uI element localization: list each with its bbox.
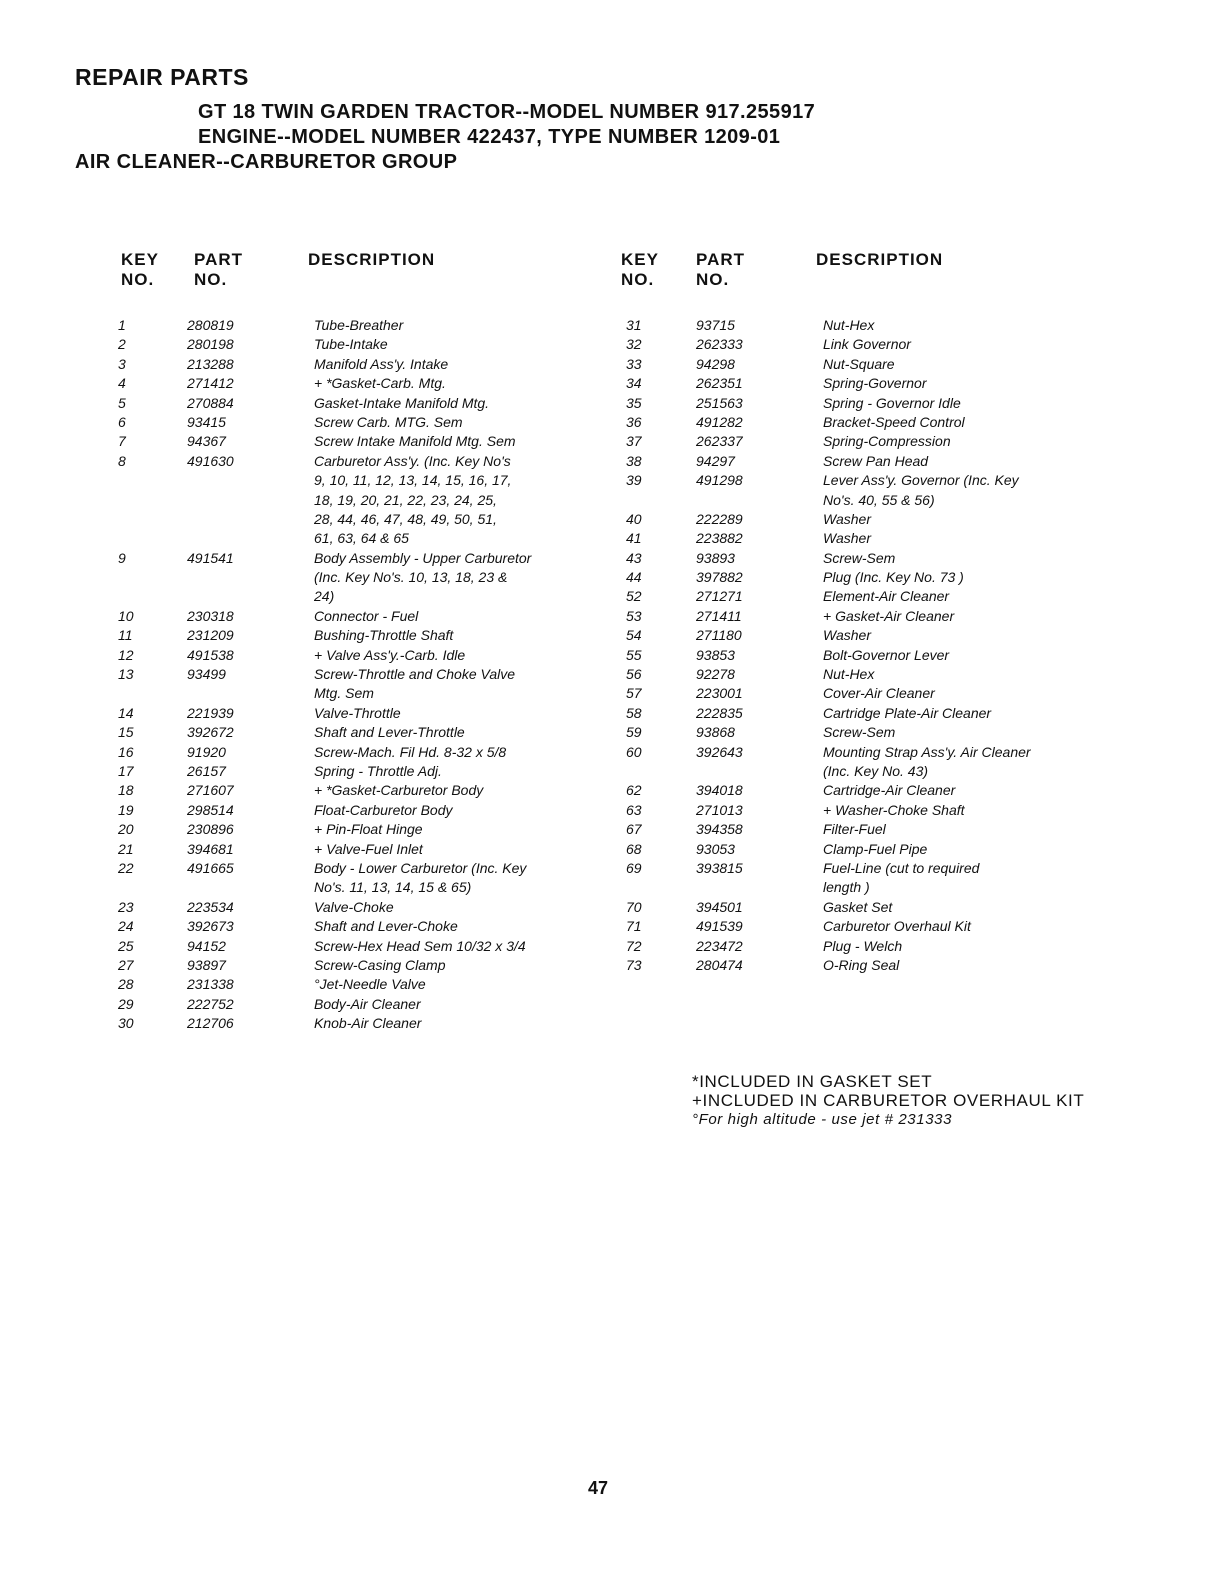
part-number: 213288: [187, 355, 234, 372]
parts-row: [626, 956, 1096, 975]
parts-row: [626, 743, 1096, 762]
parts-row: [118, 975, 588, 994]
key-number: 23: [118, 898, 134, 915]
part-description: + Washer-Choke Shaft: [823, 801, 965, 818]
key-number: 34: [626, 375, 642, 392]
part-description: + *Gasket-Carburetor Body: [314, 782, 484, 799]
right-description-header: DESCRIPTION: [816, 250, 944, 269]
key-number: 67: [626, 821, 642, 838]
key-number: 15: [118, 724, 134, 741]
part-number: 280819: [187, 317, 234, 333]
parts-row: [118, 316, 588, 335]
part-description: Carburetor Ass'y. (Inc. Key No's: [314, 452, 511, 469]
key-number: 14: [118, 704, 134, 721]
parts-row: [118, 995, 588, 1014]
parts-row: [626, 491, 1096, 510]
part-number: 280474: [696, 956, 743, 973]
part-number: 392643: [696, 743, 743, 760]
part-number: 231338: [187, 976, 234, 993]
part-description: 9, 10, 11, 12, 13, 14, 15, 16, 17,: [314, 472, 512, 489]
part-number: 212706: [187, 1015, 234, 1032]
parts-row: [626, 607, 1096, 626]
key-number: 12: [118, 646, 134, 663]
parts-row: [626, 781, 1096, 800]
part-number: 491539: [696, 918, 743, 935]
parts-row: [626, 587, 1096, 606]
part-description: + Gasket-Air Cleaner: [823, 607, 955, 624]
part-number: 271013: [696, 801, 743, 818]
part-description: Screw-Casing Clamp: [314, 956, 446, 973]
part-number: 280198: [187, 336, 234, 353]
part-number: 271607: [187, 782, 234, 799]
part-description: Screw Carb. MTG. Sem: [314, 413, 463, 430]
part-description: Element-Air Cleaner: [823, 588, 950, 605]
parts-row: [118, 723, 588, 742]
part-description: Bushing-Throttle Shaft: [314, 627, 454, 644]
part-number: 26157: [187, 762, 226, 779]
part-description: Washer: [823, 530, 871, 547]
part-description: Lever Ass'y. Governor (Inc. Key: [823, 472, 1019, 489]
parts-row: [118, 355, 588, 374]
parts-row: [626, 762, 1096, 781]
parts-row: [118, 665, 588, 684]
part-description: Body-Air Cleaner: [314, 995, 421, 1012]
parts-row: [118, 898, 588, 917]
part-number: 393815: [696, 859, 743, 876]
part-description: Body - Lower Carburetor (Inc. Key: [314, 859, 527, 876]
part-description: Plug (Inc. Key No. 73 ): [823, 569, 964, 586]
part-number: 231209: [187, 627, 234, 644]
key-number: 35: [626, 394, 642, 411]
parts-row: [626, 452, 1096, 471]
key-number: 40: [626, 510, 642, 527]
part-number: 94298: [696, 355, 735, 372]
part-description: Spring-Compression: [823, 433, 951, 450]
part-number: 491665: [187, 859, 234, 876]
part-description: Screw Intake Manifold Mtg. Sem: [314, 433, 516, 450]
part-description: Cartridge Plate-Air Cleaner: [823, 704, 992, 721]
part-description: Spring - Governor Idle: [823, 394, 961, 411]
parts-row: [118, 878, 588, 897]
part-description: Bolt-Governor Lever: [823, 646, 950, 663]
parts-row: [626, 626, 1096, 645]
part-description: Connector - Fuel: [314, 607, 419, 624]
parts-row: [626, 937, 1096, 956]
key-number: 58: [626, 704, 642, 721]
part-description: + Valve Ass'y.-Carb. Idle: [314, 646, 466, 663]
parts-row: [118, 781, 588, 800]
parts-row: [118, 743, 588, 762]
part-description: Carburetor Overhaul Kit: [823, 918, 971, 935]
parts-row: [118, 626, 588, 645]
part-description: O-Ring Seal: [823, 956, 900, 973]
page-title: REPAIR PARTS: [75, 64, 249, 90]
part-number: 93499: [187, 666, 226, 683]
parts-row: [118, 394, 588, 413]
parts-row: [118, 646, 588, 665]
engine-model-heading: ENGINE--MODEL NUMBER 422437, TYPE NUMBER 1209-01: [198, 126, 781, 148]
parts-row: [626, 510, 1096, 529]
key-header-line1: KEY: [621, 250, 659, 269]
parts-row: [118, 762, 588, 781]
group-heading: AIR CLEANER--CARBURETOR GROUP: [75, 151, 458, 173]
part-description: Cartridge-Air Cleaner: [823, 782, 956, 799]
key-header-line2: NO.: [121, 270, 155, 289]
part-description: Screw-Throttle and Choke Valve: [314, 666, 516, 683]
parts-row: [626, 394, 1096, 413]
part-number: 91920: [187, 743, 226, 760]
part-number: 271180: [696, 627, 742, 644]
part-number: 394018: [696, 782, 743, 799]
parts-row: [626, 529, 1096, 548]
right-parts-table: [626, 316, 1096, 975]
key-number: 22: [118, 859, 134, 876]
parts-row: [118, 510, 588, 529]
key-number: 16: [118, 743, 134, 760]
part-number: 222835: [696, 704, 743, 721]
part-description: Screw-Sem: [823, 549, 896, 566]
key-number: 28: [118, 976, 134, 993]
key-number: 57: [626, 685, 642, 702]
part-number: 394358: [696, 821, 743, 838]
parts-row: [118, 335, 588, 354]
parts-row: [626, 316, 1096, 335]
part-description: length ): [823, 879, 870, 896]
key-number: 44: [626, 569, 642, 586]
key-number: 17: [118, 762, 134, 779]
part-header-line2: NO.: [696, 270, 730, 289]
parts-row: [118, 568, 588, 587]
part-number: 93897: [187, 956, 226, 973]
parts-row: [626, 840, 1096, 859]
parts-row: [118, 917, 588, 936]
key-number: 55: [626, 646, 642, 663]
parts-row: [626, 917, 1096, 936]
key-number: 6: [118, 413, 126, 430]
part-number: 93868: [696, 724, 735, 741]
right-key-header: [621, 250, 659, 290]
part-description: Washer: [823, 627, 871, 644]
parts-row: [118, 432, 588, 451]
key-number: 7: [118, 433, 126, 450]
key-number: 33: [626, 355, 642, 372]
parts-row: [626, 801, 1096, 820]
key-number: 62: [626, 782, 642, 799]
part-number: 392673: [187, 918, 234, 935]
key-number: 68: [626, 840, 642, 857]
parts-row: [118, 859, 588, 878]
part-description: Plug - Welch: [823, 937, 903, 954]
key-number: 73: [626, 956, 642, 973]
key-number: 31: [626, 317, 642, 333]
part-number: 262351: [696, 375, 743, 392]
part-number: 93893: [696, 549, 735, 566]
part-description: Screw-Mach. Fil Hd. 8-32 x 5/8: [314, 743, 507, 760]
part-number: 397882: [696, 569, 743, 586]
part-number: 491541: [187, 549, 234, 566]
key-number: 69: [626, 859, 642, 876]
parts-row: [118, 413, 588, 432]
key-number: 59: [626, 724, 642, 741]
parts-row: [118, 491, 588, 510]
key-number: 4: [118, 375, 126, 392]
parts-row: [626, 355, 1096, 374]
part-number: 230896: [187, 821, 234, 838]
part-number: 262337: [696, 433, 743, 450]
key-number: 60: [626, 743, 642, 760]
parts-row: [626, 704, 1096, 723]
part-number: 94297: [696, 452, 735, 469]
part-description: Mounting Strap Ass'y. Air Cleaner: [823, 743, 1031, 760]
parts-row: [626, 568, 1096, 587]
key-number: 52: [626, 588, 642, 605]
parts-row: [118, 840, 588, 859]
part-description: Float-Carburetor Body: [314, 801, 453, 818]
part-description: Nut-Square: [823, 355, 895, 372]
part-number: 222752: [187, 995, 234, 1012]
parts-row: [626, 335, 1096, 354]
part-number: 230318: [187, 607, 234, 624]
parts-row: [118, 684, 588, 703]
right-part-header: [696, 250, 745, 290]
part-number: 92278: [696, 666, 735, 683]
part-number: 271411: [696, 607, 742, 624]
high-altitude-note: °For high altitude - use jet # 231333: [692, 1111, 953, 1128]
part-number: 223534: [187, 898, 234, 915]
key-number: 10: [118, 607, 134, 624]
part-description: Screw Pan Head: [823, 452, 929, 469]
key-number: 53: [626, 607, 642, 624]
key-number: 3: [118, 355, 126, 372]
key-number: 56: [626, 666, 642, 683]
part-header-line2: NO.: [194, 270, 228, 289]
parts-row: [626, 646, 1096, 665]
part-description: Bracket-Speed Control: [823, 413, 965, 430]
key-number: 18: [118, 782, 134, 799]
key-number: 25: [118, 937, 134, 954]
part-number: 221939: [187, 704, 234, 721]
parts-row: [626, 471, 1096, 490]
key-number: 13: [118, 666, 134, 683]
part-description: Cover-Air Cleaner: [823, 685, 935, 702]
gasket-set-note: *INCLUDED IN GASKET SET: [692, 1072, 933, 1091]
part-description: Manifold Ass'y. Intake: [314, 355, 449, 372]
part-header-line1: PART: [194, 250, 244, 269]
key-number: 72: [626, 937, 642, 954]
part-number: 491538: [187, 646, 234, 663]
key-number: 43: [626, 549, 642, 566]
part-number: 223472: [696, 937, 743, 954]
part-number: 223001: [696, 685, 743, 702]
key-header-line2: NO.: [621, 270, 655, 289]
part-number: 93853: [696, 646, 735, 663]
part-description: No's. 11, 13, 14, 15 & 65): [314, 879, 472, 896]
part-description: Screw-Sem: [823, 724, 896, 741]
key-number: 9: [118, 549, 126, 566]
part-description: Gasket Set: [823, 898, 893, 915]
key-number: 37: [626, 433, 642, 450]
parts-row: [118, 820, 588, 839]
key-number: 19: [118, 801, 134, 818]
key-number: 38: [626, 452, 642, 469]
part-description: + *Gasket-Carb. Mtg.: [314, 375, 446, 392]
key-number: 29: [118, 995, 134, 1012]
part-description: 24): [314, 588, 335, 605]
part-number: 94367: [187, 433, 226, 450]
parts-row: [118, 704, 588, 723]
key-number: 11: [118, 627, 133, 644]
key-number: 5: [118, 394, 126, 411]
part-description: + Valve-Fuel Inlet: [314, 840, 423, 857]
parts-row: [626, 820, 1096, 839]
parts-row: [626, 684, 1096, 703]
part-description: Tube-Intake: [314, 336, 388, 353]
part-number: 491298: [696, 472, 743, 489]
part-number: 223882: [696, 530, 743, 547]
part-number: 251563: [696, 394, 743, 411]
part-description: (Inc. Key No. 43): [823, 762, 929, 779]
key-number: 30: [118, 1015, 134, 1032]
left-key-header: [121, 250, 159, 290]
part-description: Spring - Throttle Adj.: [314, 762, 442, 779]
part-description: Nut-Hex: [823, 666, 875, 683]
parts-row: [626, 878, 1096, 897]
part-description: 18, 19, 20, 21, 22, 23, 24, 25,: [314, 491, 497, 508]
key-number: 20: [118, 821, 134, 838]
part-description: Nut-Hex: [823, 317, 875, 333]
part-description: °Jet-Needle Valve: [314, 976, 426, 993]
key-number: 41: [626, 530, 642, 547]
parts-row: [118, 549, 588, 568]
part-description: Tube-Breather: [314, 317, 404, 333]
part-description: Shaft and Lever-Throttle: [314, 724, 465, 741]
parts-row: [626, 898, 1096, 917]
key-number: 27: [118, 956, 134, 973]
parts-row: [626, 549, 1096, 568]
part-number: 271412: [187, 375, 234, 392]
part-description: Knob-Air Cleaner: [314, 1015, 422, 1032]
part-description: Clamp-Fuel Pipe: [823, 840, 928, 857]
part-description: Washer: [823, 510, 871, 527]
parts-row: [626, 859, 1096, 878]
part-description: Valve-Choke: [314, 898, 394, 915]
part-description: (Inc. Key No's. 10, 13, 18, 23 &: [314, 569, 508, 586]
part-description: Link Governor: [823, 336, 911, 353]
part-number: 394501: [696, 898, 743, 915]
part-description: Screw-Hex Head Sem 10/32 x 3/4: [314, 937, 526, 954]
overhaul-kit-note: +INCLUDED IN CARBURETOR OVERHAUL KIT: [692, 1091, 1085, 1110]
part-number: 222289: [696, 510, 743, 527]
part-header-line1: PART: [696, 250, 746, 269]
part-description: Shaft and Lever-Choke: [314, 918, 458, 935]
footnotes: [692, 1072, 1084, 1129]
parts-row: [118, 937, 588, 956]
part-description: 28, 44, 46, 47, 48, 49, 50, 51,: [314, 510, 497, 527]
key-number: 24: [118, 918, 134, 935]
page-number: 47: [588, 1478, 609, 1498]
key-number: 39: [626, 472, 642, 489]
parts-row: [626, 413, 1096, 432]
key-number: 1: [118, 317, 126, 333]
part-number: 93415: [187, 413, 226, 430]
parts-row: [118, 529, 588, 548]
part-number: 270884: [187, 394, 234, 411]
parts-row: [118, 471, 588, 490]
parts-row: [626, 723, 1096, 742]
part-description: No's. 40, 55 & 56): [823, 491, 935, 508]
part-number: 392672: [187, 724, 234, 741]
part-description: Gasket-Intake Manifold Mtg.: [314, 394, 490, 411]
part-description: Valve-Throttle: [314, 704, 401, 721]
left-part-header: [194, 250, 243, 290]
parts-row: [118, 801, 588, 820]
part-number: 271271: [696, 588, 743, 605]
parts-row: [118, 374, 588, 393]
part-number: 93053: [696, 840, 735, 857]
parts-row: [626, 665, 1096, 684]
key-header-line1: KEY: [121, 250, 159, 269]
part-number: 93715: [696, 317, 735, 333]
left-description-header: DESCRIPTION: [308, 250, 436, 269]
parts-row: [626, 432, 1096, 451]
part-description: Mtg. Sem: [314, 685, 374, 702]
key-number: 63: [626, 801, 642, 818]
tractor-model-heading: GT 18 TWIN GARDEN TRACTOR--MODEL NUMBER 917.255917: [198, 101, 816, 123]
part-description: Spring-Governor: [823, 375, 927, 392]
key-number: 70: [626, 898, 642, 915]
parts-row: [626, 374, 1096, 393]
part-number: 491282: [696, 413, 743, 430]
part-description: 61, 63, 64 & 65: [314, 530, 409, 547]
part-description: Body Assembly - Upper Carburetor: [314, 549, 532, 566]
parts-row: [118, 452, 588, 471]
key-number: 54: [626, 627, 642, 644]
part-description: Fuel-Line (cut to required: [823, 859, 980, 876]
left-parts-table: [118, 316, 588, 1033]
part-number: 491630: [187, 452, 234, 469]
parts-row: [118, 956, 588, 975]
key-number: 32: [626, 336, 642, 353]
part-description: Filter-Fuel: [823, 821, 886, 838]
parts-row: [118, 607, 588, 626]
key-number: 71: [626, 918, 642, 935]
parts-row: [118, 587, 588, 606]
key-number: 36: [626, 413, 642, 430]
part-number: 298514: [187, 801, 234, 818]
part-description: + Pin-Float Hinge: [314, 821, 423, 838]
key-number: 2: [118, 336, 126, 353]
key-number: 21: [118, 840, 134, 857]
part-number: 394681: [187, 840, 234, 857]
parts-row: [118, 1014, 588, 1033]
part-number: 94152: [187, 937, 226, 954]
part-number: 262333: [696, 336, 743, 353]
key-number: 8: [118, 452, 126, 469]
